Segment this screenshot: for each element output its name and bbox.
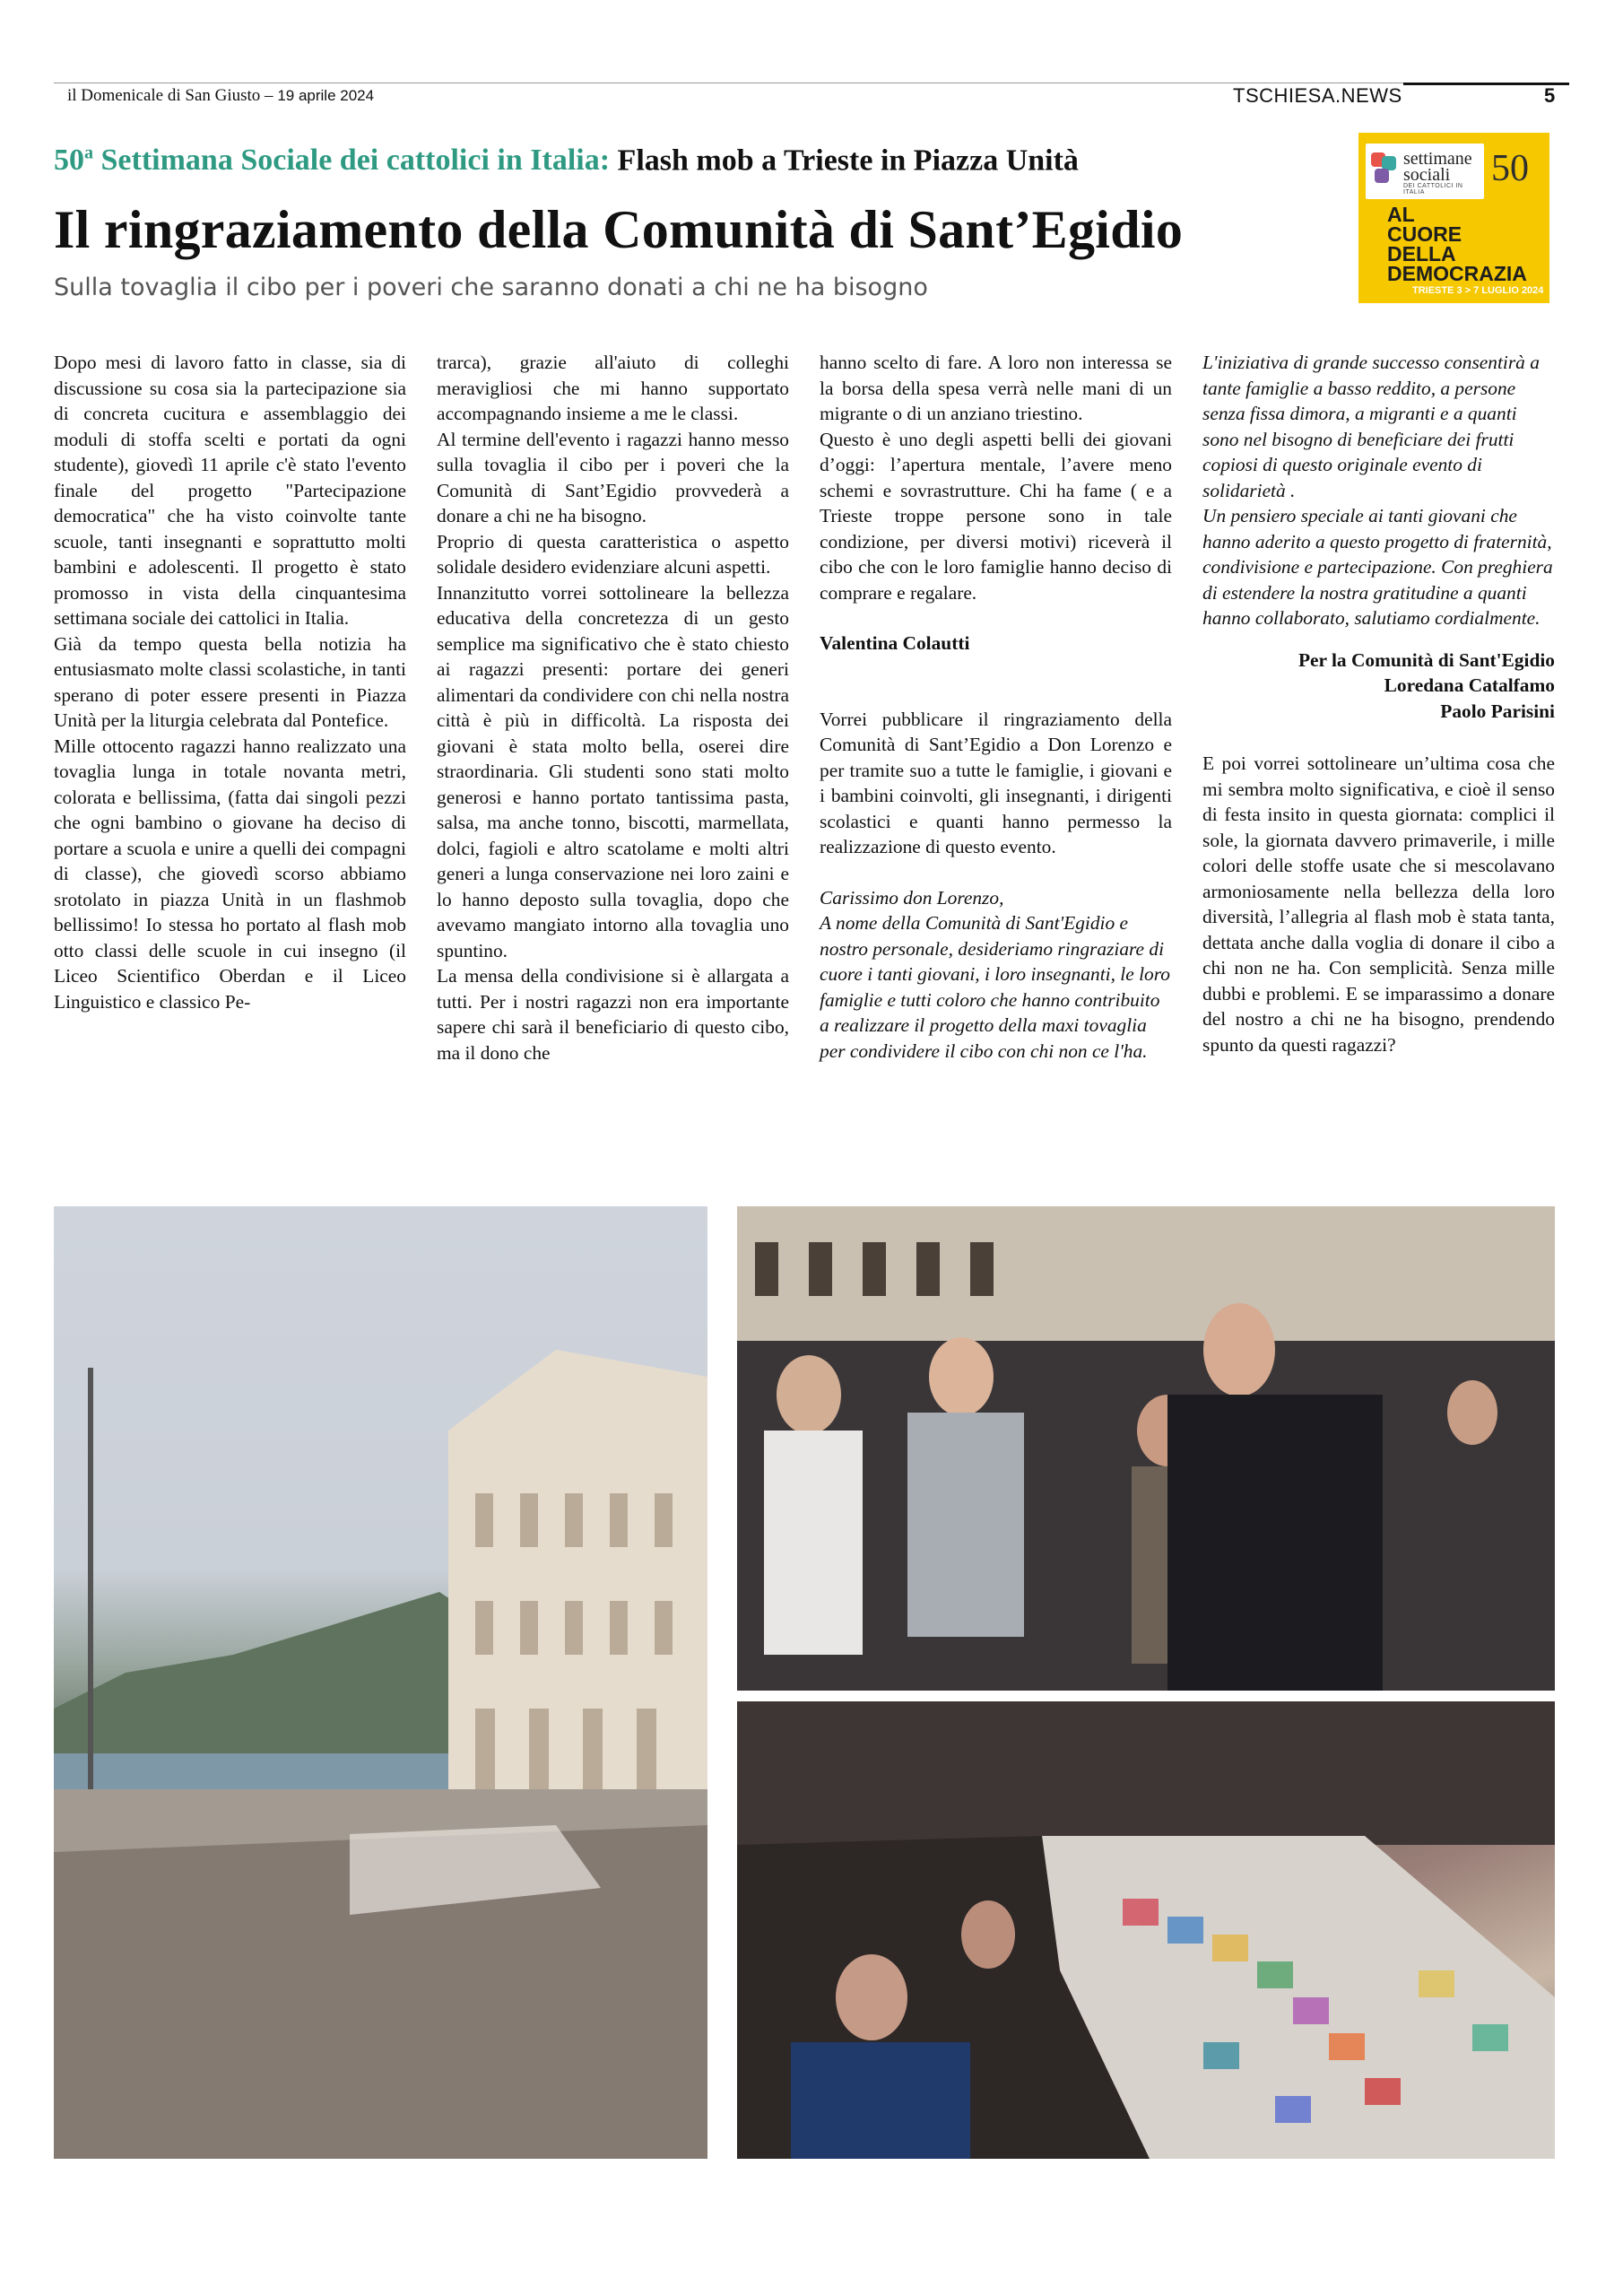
paragraph: La mensa della condivisione si è allargata a tutti. Per i nostri ragazzi non era importante sapere chi sarà il beneficiario di questo cibo, ma il dono che	[437, 965, 789, 1064]
column-1	[54, 350, 406, 1014]
paragraph: E poi vorrei sottolineare un’ultima cosa che mi sembra molto significativa, e cioè il senso di festa insito in questa giornata: complici il sole, la giornata davvero primaverile, i mille colori delle stoffe usate che si mescolavano armoniosamente nella bellezza della loro diversità, l’allegria al flash mob è stata tanta, dettata anche dalla voglia di donare il cibo a chi non ne ha. Con semplicità. Senza mille dubbi e problemi. E se imparassimo a donare del nostro a chi ne ha bisogno, prendendo spunto da questi ragazzi?	[1202, 752, 1555, 1056]
site-name: TSCHIESA.NEWS	[1233, 84, 1402, 107]
photo-piazza-illustration	[54, 1206, 707, 2159]
subheadline: Sulla tovaglia il cibo per i poveri che saranno donati a chi ne ha bisogno	[54, 274, 928, 301]
publication-date: 19 aprile 2024	[277, 87, 375, 104]
letter-signature-org: Per la Comunità di Sant'Egidio	[1298, 648, 1555, 671]
letter-signature-name: Paolo Parisini	[1440, 700, 1555, 722]
paragraph: Dopo mesi di lavoro fatto in classe, sia di discussione su cosa sia la partecipazione sia di concreta cucitura e assemblaggio dei moduli di stoffa scelti e portati da ogni studente), giovedì 11 aprile c'è stato l'evento finale del progetto "Partecipazione democratica" che ha visto coinvolte tante scuole, tanti insegnanti e soprattutto molti bambini e adolescenti. Il progetto è stato promosso in vista della cinquantesima settimana sociale dei cattolici in Italia.	[54, 352, 406, 629]
column-4	[1202, 350, 1555, 1057]
paragraph: Vorrei pubblicare il ringraziamento della Comunità di Sant’Egidio a Don Lorenzo e per tramite suo a tutte le famiglie, i giovani e i bambini coinvolti, gli insegnanti, i dirigenti scolastici e quanti hanno permesso la realizzazione di questo evento.	[820, 708, 1172, 857]
kicker-number: 50	[54, 144, 84, 178]
paragraph: Mille ottocento ragazzi hanno realizzato una tovaglia lunga in totale novanta metri, colorata e bellissima, (fatta dai singoli pezzi che ogni bambino o giovane ha deciso di portare a scuola e unire a quelli dei compagni di classe), che giovedì scorso abbiamo srotolato in piazza Unità in un flashmob bellissimo! Io stessa ho portato al flash mob otto classi delle scuole in cui insegno (il Liceo Scientifico Oberdan e il Liceo Linguistico e classico Pe-	[54, 735, 406, 1013]
paragraph: Già da tempo questa bella notizia ha entusiasmato molte classi scolastiche, in tanti sperano di poter essere presenti in Piazza Unità per la liturgia celebrata dal Pontefice.	[54, 632, 406, 731]
logo-slogan	[1387, 204, 1527, 283]
logo-tagline: DEI CATTOLICI IN ITALIA	[1403, 183, 1463, 196]
page-number: 5	[1544, 84, 1556, 107]
letter-signature-name: Loredana Catalfamo	[1384, 674, 1555, 696]
kicker-green-text: Settimana Sociale dei cattolici in Italia:	[93, 144, 611, 178]
publication-line	[67, 86, 374, 106]
slogan-4: DEMOCRAZIA	[1387, 262, 1527, 285]
column-2	[437, 350, 789, 1065]
kicker-green	[54, 144, 610, 177]
paragraph: Innanzitutto vorrei sottolineare la bellezza educativa della concretezza di un gesto semplice ma significativo che è stato chiesto ai ragazzi presenti: portare dei generi alimentari da condividere con chi nella nostra città è più in difficoltà. La risposta dei giovani è stata molto bella, oserei dire straordinaria. Gli studenti sono stati molto generosi e hanno portato tantissima pasta, salsa, ma anche tonno, biscotti, marmellata, dolci, fagioli e altro scatolame e molti altri generi a lunga conservazione nei loro zaini e lo hanno deposto sulla tovaglia, dopo che avevamo mangiato intorno alla tovaglia uno spuntino.	[437, 581, 789, 961]
photo-tablecloth	[737, 1701, 1555, 2159]
photo-students-illustration	[737, 1206, 1555, 1691]
kicker-black-text: Flash mob a Trieste in Piazza Unità	[610, 144, 1079, 178]
slogan-2: CUORE	[1387, 222, 1462, 246]
settimane-sociali-logo	[1358, 133, 1549, 303]
paragraph: Al termine dell'evento i ragazzi hanno messo sulla tovaglia il cibo per i poveri che la Comunità di Sant’Egidio provvederà a donare a chi ne ha bisogno.	[437, 428, 789, 526]
paragraph: hanno scelto di fare. A loro non interessa se la borsa della spesa verrà nelle mani di un migrante o di un anziano triestino.	[820, 352, 1172, 424]
photo-students-and-bishop	[737, 1206, 1555, 1691]
column-3	[820, 350, 1172, 1064]
kicker-sup: a	[84, 144, 93, 163]
letter-salutation: Carissimo don Lorenzo,	[820, 886, 1004, 909]
article-kicker	[54, 144, 1079, 178]
slogan-1: AL	[1387, 203, 1415, 226]
letter-paragraph: A nome della Comunità di Sant'Egidio e nostro personale, desideriamo ringraziare di cuore i tanti giovani, i loro insegnanti, le loro famiglie e tutti coloro che hanno contribuito a realizzare il progetto della maxi tovaglia per condividere il cibo con chi non ce l'ha.	[820, 912, 1170, 1062]
letter-paragraph: Un pensiero speciale ai tanti giovani che hanno aderito a questo progetto di fraternità, condivisione e partecipazione. Con preghiera di estendere la nostra gratitudine a quanti hanno collaborato, salutiamo cordialmente.	[1202, 505, 1553, 629]
paragraph: Questo è uno degli aspetti belli dei giovani d’oggi: l’apertura mentale, l’avere meno schemi e sovrastrutture. Chi ha fame ( e a Trieste troppe persone sono in tale condizione, per diversi motivi) riceverà il cibo che con le loro famiglie hanno deciso di comprare e regalare.	[820, 428, 1172, 604]
logo-badge	[1366, 144, 1484, 199]
paragraph: trarca), grazie all'aiuto di colleghi meravigliosi che mi hanno supportato accompagnando insieme a me le classi.	[437, 352, 789, 424]
logo-mark-purple	[1375, 169, 1389, 183]
paragraph: Proprio di questa caratteristica o aspetto solidale desidero evidenziare alcuni aspetti.	[437, 530, 789, 578]
publication-name: il Domenicale di San Giusto –	[67, 86, 278, 105]
logo-line1: settimane	[1403, 149, 1472, 169]
logo-dates: TRIESTE 3 > 7 LUGLIO 2024	[1412, 285, 1544, 296]
photo-tablecloth-illustration	[737, 1701, 1555, 2159]
headline: Il ringraziamento della Comunità di Sant’Egidio	[54, 200, 1184, 259]
slogan-3: DELLA	[1387, 242, 1456, 265]
logo-wordmark	[1403, 151, 1472, 183]
author-signature: Valentina Colautti	[820, 632, 970, 654]
letter-paragraph: L'iniziativa di grande successo consentirà a tante famiglie a basso reddito, a persone senza fissa dimora, a migranti e a quanti sono nel bisogno di beneficiare dei frutti copiosi di questo originale evento di solidarietà .	[1202, 352, 1540, 501]
logo-fifty: 50	[1491, 148, 1529, 189]
photo-piazza-unita	[54, 1206, 707, 2159]
logo-line2: sociali	[1403, 165, 1451, 185]
